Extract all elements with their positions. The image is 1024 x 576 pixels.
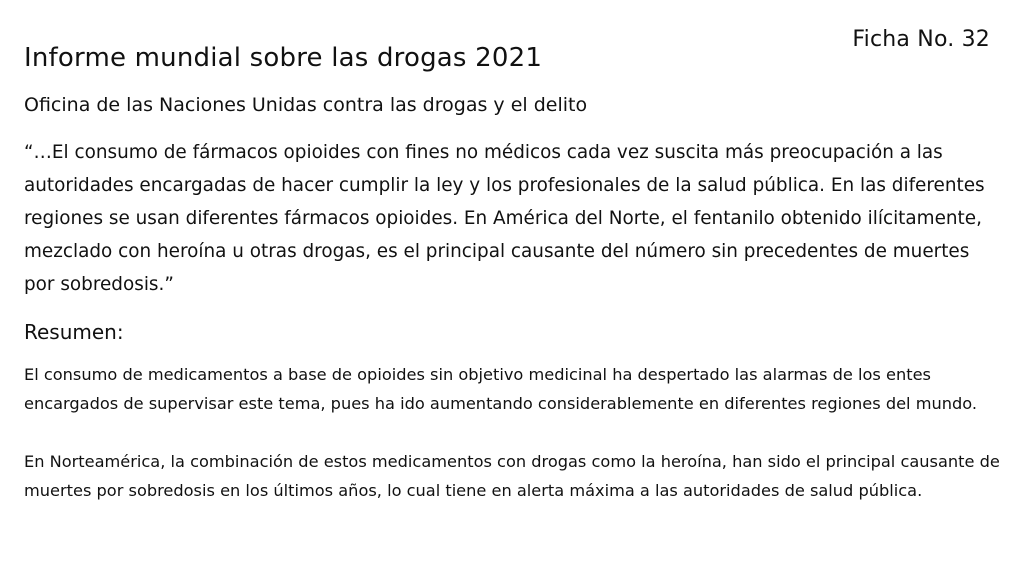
quote-text: “…El consumo de fármacos opioides con fines no médicos cada vez suscita más preocupación a las autoridades encargadas de hacer cumplir la ley y los profesionales de la salud pública. En las diferentes regiones se usan diferentes fármacos opioides. En América del Norte, el fentanilo obtenido ilícitamente, mezclado con heroína u otras drogas, es el principal causante del número sin precedentes de muertes por sobredosis.” [24, 142, 985, 295]
summary-section [24, 360, 1002, 505]
summary-paragraph: En Norteamérica, la combinación de estos medicamentos con drogas como la heroína, han sido el principal causante de muertes por sobredosis en los últimos años, lo cual tiene en alerta máxima a las autoridades de salud pública. [24, 452, 1000, 500]
card-number: Ficha No. 32 [852, 27, 990, 52]
summary-heading: Resumen: [24, 320, 124, 344]
summary-paragraph: El consumo de medicamentos a base de opioides sin objetivo medicinal ha despertado las alarmas de los entes encargados de supervisar este tema, pues ha ido aumentando considerablemente en diferentes regiones del mundo. [24, 365, 978, 413]
document-subtitle: Oficina de las Naciones Unidas contra las drogas y el delito [24, 94, 588, 116]
document-title: Informe mundial sobre las drogas 2021 [24, 43, 543, 73]
